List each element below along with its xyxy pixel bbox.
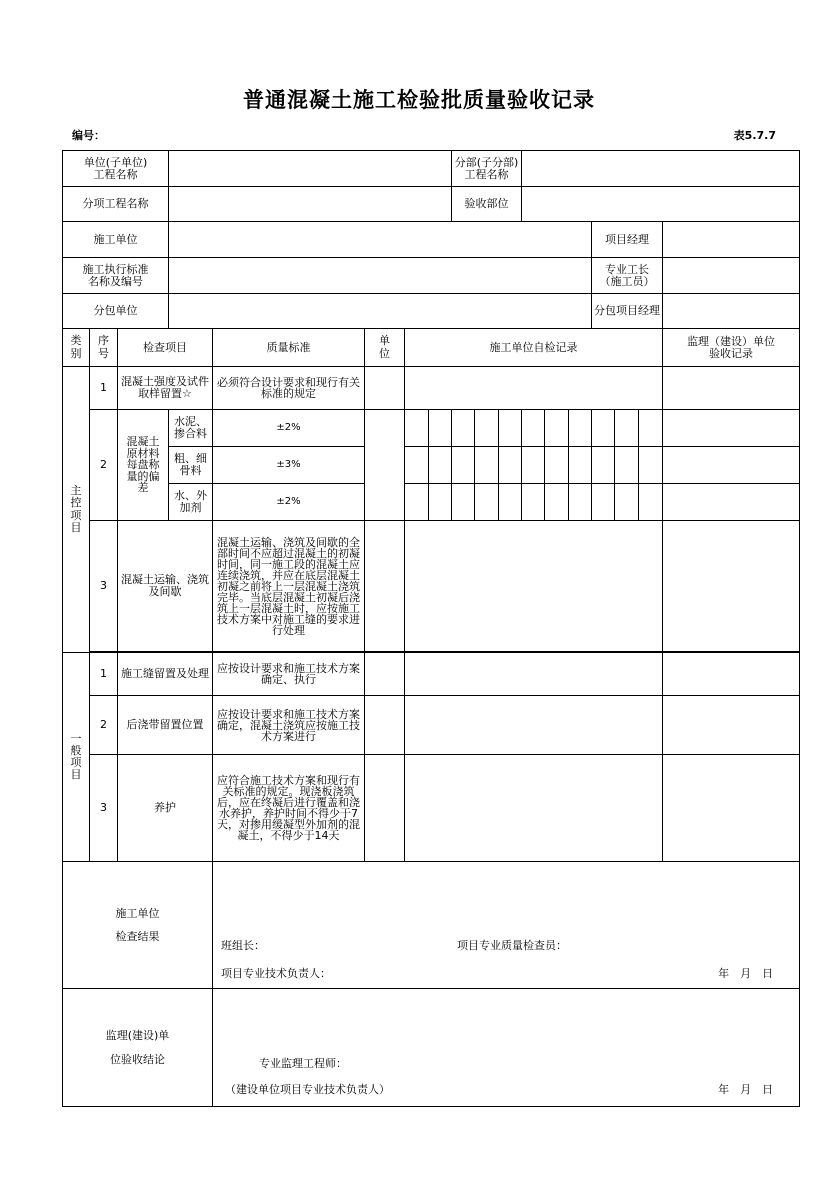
main-row2-sub1-standard: ±2% xyxy=(213,410,365,447)
check-cell[interactable] xyxy=(452,484,475,521)
main-row2-sub2-name: 粗、细骨料 xyxy=(169,447,213,484)
general-row2-supervision[interactable] xyxy=(663,696,800,755)
check-cell[interactable] xyxy=(592,484,615,521)
check-cell[interactable] xyxy=(475,447,499,484)
general-row2-self-check[interactable] xyxy=(405,696,663,755)
check-cell[interactable] xyxy=(522,410,545,447)
general-row3-seq: 3 xyxy=(90,755,118,862)
general-row2-unit[interactable] xyxy=(365,696,405,755)
check-cell[interactable] xyxy=(545,447,569,484)
general-row1-self-check[interactable] xyxy=(405,653,663,696)
page-title: 普通混凝土施工检验批质量验收记录 xyxy=(243,88,595,112)
main-row2-sub2-standard: ±3% xyxy=(213,447,365,484)
owner-tech-leader-label: （建设单位项目专业技术负责人） xyxy=(225,1083,391,1096)
main-row2-sub3-supervision[interactable] xyxy=(663,484,800,521)
main-control-category: 主 控 项 目 xyxy=(63,367,90,653)
check-cell[interactable] xyxy=(475,410,499,447)
check-cell[interactable] xyxy=(569,484,592,521)
subitem-label: 分项工程名称 xyxy=(63,187,169,222)
division-label: 分部(子分部) 工程名称 xyxy=(452,151,522,187)
standard-value[interactable] xyxy=(169,258,592,294)
check-cell[interactable] xyxy=(429,484,452,521)
subcontractor-value[interactable] xyxy=(169,294,592,329)
sub-pm-label: 分包项目经理 xyxy=(592,294,663,329)
acceptance-part-label: 验收部位 xyxy=(452,187,522,222)
general-row3-standard: 应符合施工技术方案和现行有关标准的规定。现浇板浇筑后，应在终凝后进行覆盖和浇水养护，养护时间不得少于7天，对掺用缓凝型外加剂的混凝土，不得少于14天 xyxy=(213,755,365,862)
check-cell[interactable] xyxy=(639,410,663,447)
inspection-form xyxy=(62,150,800,1107)
check-cell[interactable] xyxy=(499,410,522,447)
main-row2-seq: 2 xyxy=(90,410,118,521)
foreman-value[interactable] xyxy=(663,258,800,294)
main-row2-sub2-supervision[interactable] xyxy=(663,447,800,484)
general-row1-standard: 应按设计要求和施工技术方案确定、执行 xyxy=(213,653,365,696)
check-cell[interactable] xyxy=(452,410,475,447)
main-row1-self-check[interactable] xyxy=(405,367,663,410)
check-cell[interactable] xyxy=(405,447,429,484)
contractor-value[interactable] xyxy=(169,222,592,258)
project-manager-label: 项目经理 xyxy=(592,222,663,258)
acceptance-part-value[interactable] xyxy=(522,187,800,222)
supervision-result-sign-area[interactable] xyxy=(213,989,800,1107)
check-cell[interactable] xyxy=(615,447,639,484)
main-row2-sub3-name: 水、外加剂 xyxy=(169,484,213,521)
check-cell[interactable] xyxy=(405,410,429,447)
standard-label: 施工执行标准 名称及编号 xyxy=(63,258,169,294)
general-category: 一 般 项 目 xyxy=(63,653,90,862)
main-row2-item: 混凝土原材料每盘称量的偏差 xyxy=(118,410,169,521)
team-leader-label: 班组长： xyxy=(221,939,266,952)
contractor-label: 施工单位 xyxy=(63,222,169,258)
check-cell[interactable] xyxy=(405,484,429,521)
main-row1-seq: 1 xyxy=(90,367,118,410)
tech-leader-label: 项目专业技术负责人： xyxy=(221,967,332,980)
sub-pm-value[interactable] xyxy=(663,294,800,329)
main-row2-unit[interactable] xyxy=(365,410,405,521)
col-self-check: 施工单位自检记录 xyxy=(405,329,663,367)
check-cell[interactable] xyxy=(429,447,452,484)
general-row3-item: 养护 xyxy=(118,755,213,862)
table-number: 表5.7.7 xyxy=(733,129,776,142)
col-item: 检查项目 xyxy=(118,329,213,367)
contractor-result-sign-area[interactable] xyxy=(213,862,800,989)
check-cell[interactable] xyxy=(639,447,663,484)
subcontractor-label: 分包单位 xyxy=(63,294,169,329)
unit-name-label: 单位(子单位) 工程名称 xyxy=(63,151,169,187)
check-cell[interactable] xyxy=(639,484,663,521)
general-row3-unit[interactable] xyxy=(365,755,405,862)
unit-name-value[interactable] xyxy=(169,151,452,187)
supervision-result-label: 监理(建设)单 位验收结论 xyxy=(63,989,213,1107)
supervising-engineer-label: 专业监理工程师： xyxy=(259,1057,348,1070)
check-cell[interactable] xyxy=(545,410,569,447)
check-cell[interactable] xyxy=(522,447,545,484)
check-cell[interactable] xyxy=(429,410,452,447)
main-row3-self-check[interactable] xyxy=(405,521,663,652)
foreman-label: 专业工长 （施工员） xyxy=(592,258,663,294)
check-cell[interactable] xyxy=(569,410,592,447)
main-row1-unit[interactable] xyxy=(365,367,405,410)
check-cell[interactable] xyxy=(475,484,499,521)
main-row3-unit[interactable] xyxy=(365,521,405,652)
col-category: 类 别 xyxy=(63,329,90,367)
main-row1-supervision[interactable] xyxy=(663,367,800,410)
general-row2-standard: 应按设计要求和施工技术方案确定，混凝土浇筑应按施工技术方案进行 xyxy=(213,696,365,755)
check-cell[interactable] xyxy=(499,484,522,521)
check-cell[interactable] xyxy=(615,484,639,521)
general-row1-supervision[interactable] xyxy=(663,653,800,696)
main-row1-item: 混凝土强度及试件取样留置☆ xyxy=(118,367,213,410)
main-row1-standard: 必须符合设计要求和现行有关标准的规定 xyxy=(213,367,365,410)
main-row2-sub1-name: 水泥、掺合料 xyxy=(169,410,213,447)
quality-inspector-label: 项目专业质量检查员： xyxy=(457,939,568,952)
doc-number-label: 编号： xyxy=(72,129,105,142)
check-cell[interactable] xyxy=(615,410,639,447)
check-cell[interactable] xyxy=(592,410,615,447)
general-row1-unit[interactable] xyxy=(365,653,405,696)
check-cell[interactable] xyxy=(592,447,615,484)
contractor-result-label: 施工单位 检查结果 xyxy=(63,862,213,989)
subitem-value[interactable] xyxy=(169,187,452,222)
project-manager-value[interactable] xyxy=(663,222,800,258)
check-cell[interactable] xyxy=(545,484,569,521)
main-row3-seq: 3 xyxy=(90,521,118,652)
main-row2-sub3-standard: ±2% xyxy=(213,484,365,521)
division-value[interactable] xyxy=(522,151,800,187)
check-cell[interactable] xyxy=(452,447,475,484)
col-standard: 质量标准 xyxy=(213,329,365,367)
main-row2-sub1-supervision[interactable] xyxy=(663,410,800,447)
main-row3-supervision[interactable] xyxy=(663,521,800,652)
general-row1-seq: 1 xyxy=(90,653,118,696)
general-row2-item: 后浇带留置位置 xyxy=(118,696,213,755)
main-row3-standard: 混凝土运输、浇筑及间歇的全部时间不应超过混凝土的初凝时间，同一施工段的混凝土应连续浇筑，并应在底层混凝土初凝之前将上一层混凝土浇筑完毕。当底层混凝土初凝后浇筑上一层混凝土时，应按施工技术方案中对施工缝的要求进行处理 xyxy=(213,521,365,652)
check-cell[interactable] xyxy=(499,447,522,484)
supervision-date: 年 月 日 xyxy=(718,1083,774,1096)
col-seq: 序 号 xyxy=(90,329,118,367)
general-row3-self-check[interactable] xyxy=(405,755,663,862)
contractor-date: 年 月 日 xyxy=(718,967,774,980)
check-cell[interactable] xyxy=(522,484,545,521)
general-row3-supervision[interactable] xyxy=(663,755,800,862)
main-row3-item: 混凝土运输、浇筑及间歇 xyxy=(118,521,213,652)
general-row2-seq: 2 xyxy=(90,696,118,755)
check-cell[interactable] xyxy=(569,447,592,484)
general-row1-item: 施工缝留置及处理 xyxy=(118,653,213,696)
col-unit: 单 位 xyxy=(365,329,405,367)
col-supervision: 监理（建设）单位 验收记录 xyxy=(663,329,800,367)
